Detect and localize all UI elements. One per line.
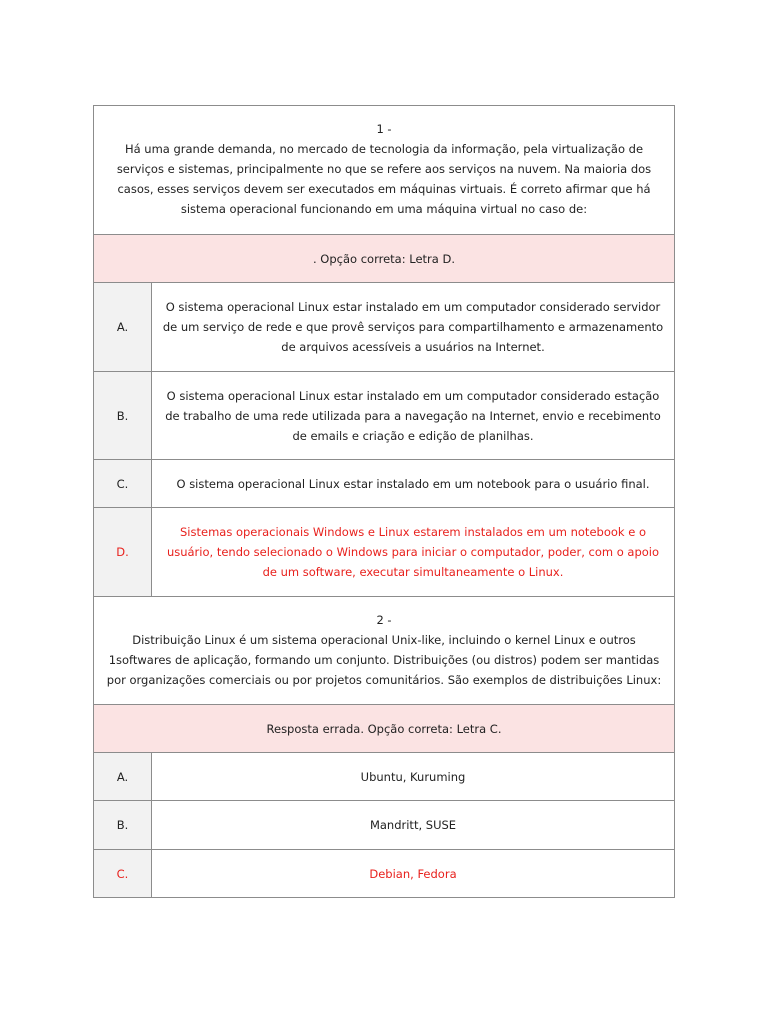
question-2 [94, 597, 675, 705]
option-row[interactable] [94, 753, 675, 801]
option-text: O sistema operacional Linux estar instalado em um computador considerado servidor de um serviço de rede e que provê serviços para compartilhamento e armazenamento de arquivos acessíveis a usuários na Internet. [152, 283, 675, 372]
feedback-1: . Opção correta: Letra D. [94, 235, 675, 283]
option-letter: C. [94, 460, 152, 508]
question-number: 1 - [376, 122, 392, 136]
feedback-row [94, 705, 675, 753]
option-text: Debian, Fedora [152, 850, 675, 898]
quiz-table [93, 105, 675, 898]
question-1 [94, 106, 675, 235]
option-text: Sistemas operacionais Windows e Linux estarem instalados em um notebook e o usuário, tendo selecionado o Windows para iniciar o computador, poder, com o apoio de um software, executar simultaneamente o Linux. [152, 508, 675, 597]
option-row[interactable] [94, 372, 675, 460]
option-row[interactable] [94, 283, 675, 372]
option-row-correct[interactable] [94, 508, 675, 597]
question-number: 2 - [376, 612, 392, 627]
option-text: Ubuntu, Kuruming [152, 753, 675, 801]
feedback-row [94, 235, 675, 283]
option-row[interactable] [94, 801, 675, 850]
question-row [94, 106, 675, 235]
option-letter: C. [94, 850, 152, 898]
option-text: O sistema operacional Linux estar instalado em um computador considerado estação de trabalho de uma rede utilizada para a navegação na Internet, envio e recebimento de emails e criação e edição de planilhas. [152, 372, 675, 460]
option-letter: D. [94, 508, 152, 597]
option-letter: A. [94, 283, 152, 372]
option-letter: B. [94, 372, 152, 460]
option-row[interactable] [94, 460, 675, 508]
option-letter: A. [94, 753, 152, 801]
feedback-2: Resposta errada. Opção correta: Letra C. [94, 705, 675, 753]
option-text: O sistema operacional Linux estar instalado em um notebook para o usuário final. [152, 460, 675, 508]
option-text: Mandritt, SUSE [152, 801, 675, 850]
option-letter: B. [94, 801, 152, 850]
question-text: Distribuição Linux é um sistema operacional Unix-like, incluindo o kernel Linux e outros 1softwares de aplicação, formando um conjunto. Distribuições (ou distros) podem ser mantidas por organizações comerciais ou por projetos comunitários. São exemplos de distribuições Linux: [106, 632, 662, 687]
option-row-correct[interactable] [94, 850, 675, 898]
question-text: Há uma grande demanda, no mercado de tecnologia da informação, pela virtualização de serviços e sistemas, principalmente no que se refere aos serviços na nuvem. Na maioria dos casos, esses serviços devem ser executados em máquinas virtuais. É correto afirmar que há sistema operacional funcionando em uma máquina virtual no caso de: [116, 142, 652, 216]
question-row [94, 597, 675, 705]
